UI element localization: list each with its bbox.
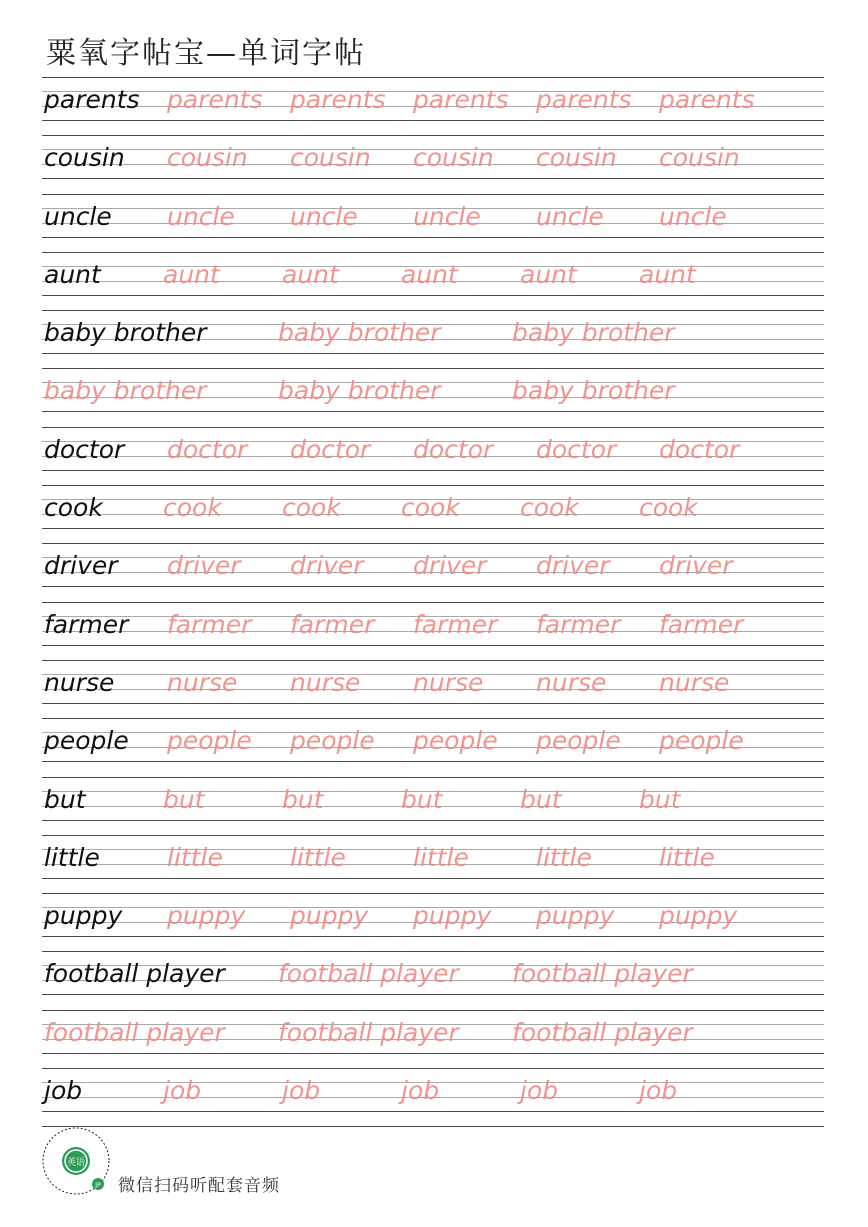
trace-word: driver <box>536 551 610 581</box>
trace-word: people <box>167 726 252 756</box>
trace-word: nurse <box>536 667 607 697</box>
trace-word: parents <box>536 85 632 114</box>
row-words <box>44 488 824 528</box>
trace-word: driver <box>659 551 733 581</box>
trace-word: uncle <box>167 201 235 231</box>
row-words <box>44 838 824 878</box>
practice-row <box>42 660 824 718</box>
practice-row <box>42 368 824 426</box>
svg-text:JP: JP <box>95 1182 101 1189</box>
guide-line <box>42 528 824 529</box>
trace-word: aunt <box>163 259 220 289</box>
trace-word: nurse <box>659 667 730 697</box>
row-words <box>44 255 824 295</box>
guide-line <box>42 1068 824 1069</box>
practice-row <box>42 310 824 368</box>
example-word: uncle <box>44 201 112 231</box>
example-word: parents <box>44 85 140 114</box>
trace-word: job <box>639 1076 678 1106</box>
trace-word: puppy <box>536 901 615 931</box>
trace-word: uncle <box>659 201 727 231</box>
row-words <box>44 313 824 353</box>
guide-line <box>42 310 824 311</box>
example-word: people <box>44 726 129 756</box>
guide-line <box>42 645 824 646</box>
trace-word: cook <box>639 493 698 523</box>
guide-line <box>42 237 824 238</box>
guide-line <box>42 660 824 661</box>
practice-row <box>42 1068 824 1126</box>
guide-line <box>42 602 824 603</box>
trace-word: farmer <box>659 609 744 639</box>
guide-line <box>42 252 824 253</box>
row-words <box>44 605 824 645</box>
guide-line <box>42 703 824 704</box>
trace-word: little <box>290 842 346 872</box>
guide-line <box>42 718 824 719</box>
trace-word: cousin <box>536 143 617 173</box>
worksheet-grid <box>42 77 824 1127</box>
trace-word: puppy <box>167 901 246 931</box>
trace-word: baby brother <box>44 376 207 406</box>
trace-word: cousin <box>290 143 371 173</box>
trace-word: driver <box>290 551 364 581</box>
trace-word: cook <box>282 493 341 523</box>
example-word: aunt <box>44 259 101 289</box>
guide-line <box>42 820 824 821</box>
trace-word: uncle <box>290 201 358 231</box>
trace-word: doctor <box>659 434 740 464</box>
qr-code-icon[interactable] <box>40 1125 112 1197</box>
row-words <box>44 430 824 470</box>
trace-word: people <box>290 726 375 756</box>
guide-line <box>42 194 824 195</box>
trace-word: puppy <box>659 901 738 931</box>
trace-word: parents <box>290 85 386 114</box>
trace-word: farmer <box>536 609 621 639</box>
practice-row <box>42 427 824 485</box>
trace-word: puppy <box>290 901 369 931</box>
trace-word: nurse <box>290 667 361 697</box>
example-word: nurse <box>44 667 115 697</box>
row-words <box>44 138 824 178</box>
trace-word: but <box>401 784 443 814</box>
example-word: doctor <box>44 434 125 464</box>
practice-row <box>42 602 824 660</box>
trace-word: cousin <box>167 143 248 173</box>
trace-word: cook <box>401 493 460 523</box>
trace-word: football player <box>44 1017 225 1047</box>
row-words <box>44 546 824 586</box>
example-word: puppy <box>44 901 123 931</box>
practice-row <box>42 252 824 310</box>
trace-word: nurse <box>167 667 238 697</box>
trace-word: aunt <box>520 259 577 289</box>
guide-line <box>42 777 824 778</box>
guide-line <box>42 893 824 894</box>
trace-word: baby brother <box>278 318 441 348</box>
guide-line <box>42 951 824 952</box>
example-word: driver <box>44 551 118 581</box>
trace-word: doctor <box>290 434 371 464</box>
practice-row <box>42 893 824 951</box>
example-word: football player <box>44 959 225 989</box>
trace-word: football player <box>278 959 459 989</box>
guide-line <box>42 295 824 296</box>
trace-word: parents <box>167 85 263 114</box>
example-word: farmer <box>44 609 129 639</box>
trace-word: puppy <box>413 901 492 931</box>
row-words <box>44 1013 824 1053</box>
trace-word: people <box>413 726 498 756</box>
row-words <box>44 663 824 703</box>
trace-word: baby brother <box>512 376 675 406</box>
trace-word: aunt <box>401 259 458 289</box>
svg-text:英语: 英语 <box>66 1158 86 1168</box>
practice-row <box>42 718 824 776</box>
row-words <box>44 197 824 237</box>
guide-line <box>42 936 824 937</box>
trace-word: uncle <box>536 201 604 231</box>
guide-line <box>42 485 824 486</box>
guide-line <box>42 835 824 836</box>
example-word: but <box>44 784 86 814</box>
trace-word: cousin <box>659 143 740 173</box>
trace-word: but <box>639 784 681 814</box>
footer <box>40 1125 440 1200</box>
trace-word: baby brother <box>278 376 441 406</box>
trace-word: little <box>659 842 715 872</box>
practice-row <box>42 194 824 252</box>
example-word: little <box>44 842 100 872</box>
row-words <box>44 780 824 820</box>
guide-line <box>42 427 824 428</box>
trace-word: uncle <box>413 201 481 231</box>
footer-instruction: 微信扫码听配套音频 <box>118 1176 280 1196</box>
trace-word: football player <box>278 1017 459 1047</box>
trace-word: little <box>536 842 592 872</box>
guide-line <box>42 470 824 471</box>
practice-row <box>42 951 824 1009</box>
guide-line <box>42 77 824 78</box>
trace-word: but <box>282 784 324 814</box>
practice-row <box>42 835 824 893</box>
row-words <box>44 721 824 761</box>
trace-word: cousin <box>413 143 494 173</box>
practice-row <box>42 135 824 193</box>
trace-word: people <box>536 726 621 756</box>
practice-row <box>42 543 824 601</box>
page-title: 粟氧字帖宝—单词字帖 <box>46 36 366 71</box>
guide-line <box>42 411 824 412</box>
trace-word: baby brother <box>512 318 675 348</box>
practice-row <box>42 777 824 835</box>
trace-word: parents <box>659 85 755 114</box>
guide-line <box>42 761 824 762</box>
trace-word: farmer <box>413 609 498 639</box>
guide-line <box>42 120 824 121</box>
example-word: cousin <box>44 143 125 173</box>
trace-word: parents <box>413 85 509 114</box>
trace-word: job <box>163 1076 202 1106</box>
guide-line <box>42 1053 824 1054</box>
practice-row <box>42 485 824 543</box>
trace-word: people <box>659 726 744 756</box>
guide-line <box>42 994 824 995</box>
practice-row <box>42 1010 824 1068</box>
row-words <box>44 371 824 411</box>
trace-word: aunt <box>282 259 339 289</box>
trace-word: cook <box>163 493 222 523</box>
trace-word: farmer <box>167 609 252 639</box>
trace-word: job <box>520 1076 559 1106</box>
practice-row <box>42 77 824 135</box>
guide-line <box>42 178 824 179</box>
trace-word: doctor <box>167 434 248 464</box>
trace-word: football player <box>512 959 693 989</box>
guide-line <box>42 586 824 587</box>
guide-line <box>42 368 824 369</box>
guide-line <box>42 1010 824 1011</box>
row-words <box>44 1071 824 1111</box>
trace-word: but <box>520 784 562 814</box>
trace-word: cook <box>520 493 579 523</box>
guide-line <box>42 878 824 879</box>
example-word: baby brother <box>44 318 207 348</box>
trace-word: nurse <box>413 667 484 697</box>
guide-line <box>42 353 824 354</box>
example-word: cook <box>44 493 103 523</box>
trace-word: job <box>401 1076 440 1106</box>
guide-line <box>42 1111 824 1112</box>
trace-word: driver <box>413 551 487 581</box>
row-words <box>44 80 824 120</box>
guide-line <box>42 543 824 544</box>
trace-word: little <box>413 842 469 872</box>
row-words <box>44 954 824 994</box>
example-word: job <box>44 1076 83 1106</box>
trace-word: football player <box>512 1017 693 1047</box>
trace-word: job <box>282 1076 321 1106</box>
trace-word: doctor <box>413 434 494 464</box>
trace-word: little <box>167 842 223 872</box>
trace-word: driver <box>167 551 241 581</box>
row-words <box>44 896 824 936</box>
trace-word: aunt <box>639 259 696 289</box>
trace-word: but <box>163 784 205 814</box>
trace-word: farmer <box>290 609 375 639</box>
guide-line <box>42 135 824 136</box>
trace-word: doctor <box>536 434 617 464</box>
